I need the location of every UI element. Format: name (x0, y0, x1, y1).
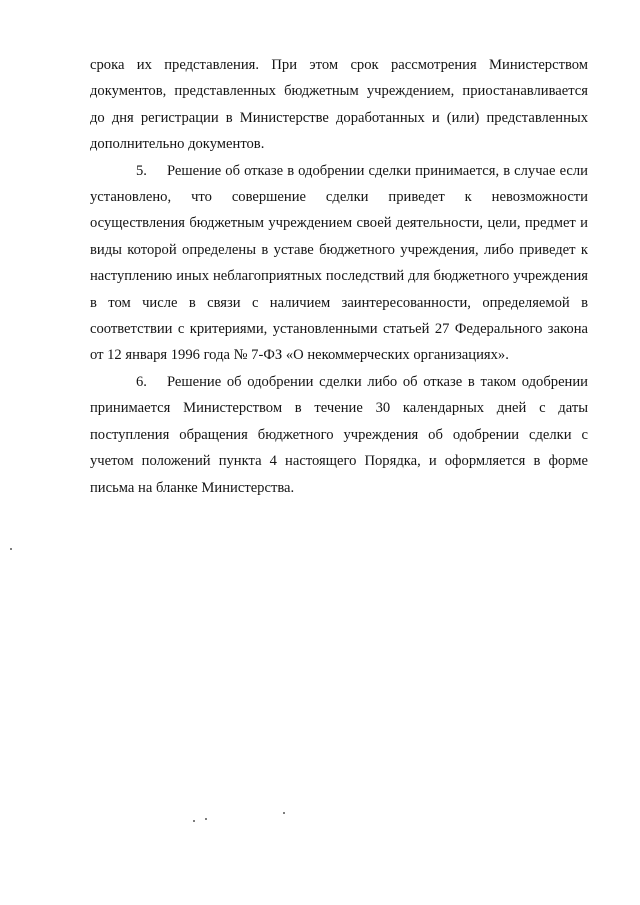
paragraph-item-6 (90, 369, 588, 501)
document-body (90, 52, 588, 501)
paragraph-continuation (90, 52, 588, 158)
scan-speck (283, 812, 285, 814)
paragraph-text: срока их представления. При этом срок рассмотрения Министерством документов, представленных бюджетным учреждением, приостанавливается до дня регистрации в Министерстве доработанных и (или) представленных дополнительно документов. (90, 57, 588, 153)
scan-speck (193, 820, 195, 822)
paragraph-text: Решение об отказе в одобрении сделки принимается, в случае если установлено, что совершение сделки приведет к невозможности осуществления бюджетным учреждением своей деятельности, цели, предмет и виды которой определены в уставе бюджетного учреждения, либо приведет к наступлению иных неблагоприятных последствий для бюджетного учреждения в том числе в связи с наличием заинтересованности, определяемой в соответствии с критериями, установленными статьей 27 Федерального закона от 12 января 1996 года № 7-ФЗ «О некоммерческих организациях». (90, 162, 588, 364)
scan-speck (205, 818, 207, 820)
paragraph-text: Решение об одобрении сделки либо об отказе в таком одобрении принимается Министерством в течение 30 календарных дней с даты поступления обращения бюджетного учреждения об одобрении сделки с учетом положений пункта 4 настоящего Порядка, и оформляется в форме письма на бланке Министерства. (90, 373, 588, 496)
scan-speck (10, 548, 12, 550)
paragraph-number: 6. (136, 373, 147, 390)
paragraph-number: 5. (136, 162, 147, 179)
paragraph-item-5 (90, 158, 588, 369)
